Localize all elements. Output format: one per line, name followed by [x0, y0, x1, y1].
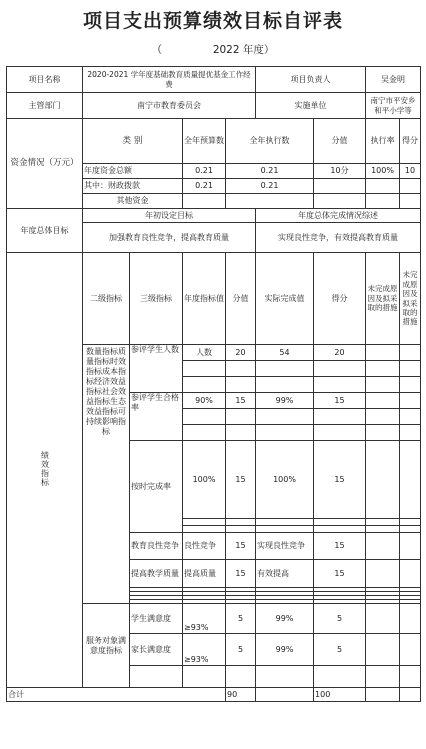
- funds-head-rate: 执行率: [366, 119, 400, 164]
- funds-head-exec: 全年执行数: [226, 119, 314, 164]
- empty-cell: [226, 666, 256, 688]
- count-get: 20: [314, 345, 366, 361]
- time-name: 按时完成率: [130, 441, 183, 533]
- empty-cell: [256, 519, 314, 526]
- funds-head-score: 分值: [314, 119, 366, 164]
- funds-row-fiscal-get: [400, 179, 421, 194]
- empty-cell: [226, 519, 256, 526]
- time-score: 15: [226, 441, 256, 519]
- count-reason-2: [400, 345, 421, 361]
- empty-cell: [314, 526, 366, 533]
- funds-row-total-rate: 100%: [366, 164, 400, 179]
- empty-cell: [183, 519, 226, 526]
- perf-head-actual: 实际完成值: [256, 253, 314, 345]
- empty-cell: [226, 526, 256, 533]
- student-sat-reason-1: [366, 604, 400, 634]
- empty-cell: [366, 361, 400, 377]
- time-get: 15: [314, 441, 366, 519]
- count-score: 20: [226, 345, 256, 361]
- perf-head-score: 分值: [226, 253, 256, 345]
- empty-cell: [183, 666, 226, 688]
- competition-get: 15: [314, 533, 366, 560]
- empty-cell: [314, 425, 366, 441]
- unit-label: 实施单位: [256, 93, 366, 119]
- empty-cell: [400, 666, 421, 688]
- empty-cell: [183, 526, 226, 533]
- funds-label: 资金情况（万元）: [7, 119, 83, 209]
- parent-sat-reason-1: [366, 634, 400, 666]
- empty-cell: [256, 526, 314, 533]
- empty-cell: [314, 519, 366, 526]
- empty-cell: [256, 666, 314, 688]
- count-target: 人数: [183, 345, 226, 361]
- pass-target: 90%: [183, 393, 226, 409]
- empty-cell: [314, 666, 366, 688]
- year-open: （: [151, 44, 163, 56]
- empty-cell: [314, 377, 366, 393]
- empty-cell: [314, 361, 366, 377]
- project-name-value: 2020-2021 学年度基础教育质量提优基金工作经费: [83, 67, 256, 93]
- pass-reason-2: [400, 393, 421, 409]
- student-sat-get: 5: [314, 604, 366, 634]
- competition-name: 教育良性竞争: [130, 533, 183, 560]
- competition-actual: 实现良性竞争: [256, 533, 314, 560]
- parent-sat-reason-2: [400, 634, 421, 666]
- empty-cell: [183, 361, 226, 377]
- empty-cell: [400, 425, 421, 441]
- funds-row-total-exec: 0.21: [226, 164, 314, 179]
- student-sat-name: 学生满意度: [130, 604, 183, 634]
- pass-actual: 99%: [256, 393, 314, 409]
- year-line: [0, 42, 426, 57]
- perf-head-get: 得分: [314, 253, 366, 345]
- funds-row-total-score: 10分: [314, 164, 366, 179]
- perf-head-l2: 二级指标: [83, 253, 130, 345]
- competition-reason-2: [400, 533, 421, 560]
- empty-cell: [366, 377, 400, 393]
- total-score: 90: [226, 688, 256, 702]
- empty-cell: [183, 425, 226, 441]
- year-text: 2022 年度）: [212, 44, 275, 56]
- time-target: 100%: [183, 441, 226, 519]
- pass-get: 15: [314, 393, 366, 409]
- empty-cell: [256, 361, 314, 377]
- competition-reason-1: [366, 533, 400, 560]
- empty-cell: [366, 526, 400, 533]
- total-get: 100: [314, 688, 366, 702]
- student-sat-reason-2: [400, 604, 421, 634]
- quality-name: 提高教学质量: [130, 560, 183, 588]
- total-label: 合计: [7, 688, 226, 702]
- funds-row-other-plan: [183, 194, 226, 209]
- parent-sat-get: 5: [314, 634, 366, 666]
- empty-cell: [130, 666, 183, 688]
- output-l2-list: 数量指标质量指标时效指标成本指标经济效益指标社会效益指标生态效益指标可持续影响指标: [83, 345, 130, 604]
- pass-score: 15: [226, 393, 256, 409]
- count-actual: 54: [256, 345, 314, 361]
- empty-cell: [366, 688, 400, 702]
- dept-value: 南宁市教育委员会: [83, 93, 256, 119]
- funds-row-fiscal-score: [314, 179, 366, 194]
- quality-get: 15: [314, 560, 366, 588]
- project-name-label: 项目名称: [7, 67, 83, 93]
- empty-cell: [183, 409, 226, 425]
- quality-target: 提高质量: [183, 560, 226, 588]
- goals-actual-text: 实现良性竞争，有效提高教育质量: [256, 223, 421, 253]
- competition-score: 15: [226, 533, 256, 560]
- perf-head-l3: 三级指标: [130, 253, 183, 345]
- quality-score: 15: [226, 560, 256, 588]
- empty-cell: [226, 409, 256, 425]
- owner-label: 项目负责人: [256, 67, 366, 93]
- empty-cell: [366, 425, 400, 441]
- time-actual: 100%: [256, 441, 314, 519]
- funds-head-category: 类 别: [83, 119, 183, 164]
- goals-plan-text: 加强教育良性竞争，提高教育质量: [83, 223, 256, 253]
- count-reason-1: [366, 345, 400, 361]
- empty-cell: [400, 361, 421, 377]
- funds-row-other-cat: 其他资金: [83, 194, 183, 209]
- competition-target: 良性竞争: [183, 533, 226, 560]
- empty-cell: [256, 688, 314, 702]
- perf-head-reason-2: 未完成原因及拟采取的措施: [400, 253, 421, 345]
- empty-cell: [400, 409, 421, 425]
- self-evaluation-table: [6, 66, 421, 702]
- parent-sat-target: ≥93%: [183, 634, 226, 666]
- funds-row-total-cat: 年度资金总额: [83, 164, 183, 179]
- funds-row-other-rate: [366, 194, 400, 209]
- goals-plan-head: 年初设定目标: [83, 209, 256, 223]
- empty-cell: [400, 688, 421, 702]
- student-sat-actual: 99%: [256, 604, 314, 634]
- empty-cell: [366, 519, 400, 526]
- quality-actual: 有效提高: [256, 560, 314, 588]
- perf-head-target: 年度指标值: [183, 253, 226, 345]
- quality-reason-2: [400, 560, 421, 588]
- empty-cell: [400, 519, 421, 526]
- owner-value: 吴金明: [366, 67, 421, 93]
- time-reason-2: [400, 441, 421, 519]
- perf-label: 绩效指标: [7, 253, 83, 688]
- funds-row-total-plan: 0.21: [183, 164, 226, 179]
- empty-cell: [400, 526, 421, 533]
- pass-reason-1: [366, 393, 400, 409]
- funds-row-fiscal-plan: 0.21: [183, 179, 226, 194]
- empty-cell: [183, 377, 226, 393]
- parent-sat-name: 家长满意度: [130, 634, 183, 666]
- funds-row-other-exec: [226, 194, 314, 209]
- funds-row-other-score: [314, 194, 366, 209]
- empty-cell: [400, 377, 421, 393]
- funds-head-get: 得分: [400, 119, 421, 164]
- empty-cell: [366, 409, 400, 425]
- funds-row-other-get: [400, 194, 421, 209]
- empty-cell: [226, 425, 256, 441]
- student-sat-score: 5: [226, 604, 256, 634]
- pass-name: 参评学生合格率: [130, 393, 183, 441]
- empty-cell: [226, 377, 256, 393]
- student-sat-target: ≥93%: [183, 604, 226, 634]
- funds-row-fiscal-cat: 其中：财政拨款: [83, 179, 183, 194]
- page-title: 项目支出预算绩效目标自评表: [82, 10, 343, 32]
- funds-row-fiscal-rate: [366, 179, 400, 194]
- parent-sat-score: 5: [226, 634, 256, 666]
- empty-cell: [314, 409, 366, 425]
- funds-head-plan: 全年预算数: [183, 119, 226, 164]
- goals-label: 年度总体目标: [7, 209, 83, 253]
- quality-reason-1: [366, 560, 400, 588]
- empty-cell: [256, 377, 314, 393]
- count-name: 参评学生人数: [130, 345, 183, 393]
- empty-cell: [256, 409, 314, 425]
- parent-sat-actual: 99%: [256, 634, 314, 666]
- dept-label: 主管部门: [7, 93, 83, 119]
- funds-row-total-get: 10: [400, 164, 421, 179]
- unit-value: 南宁市平安乡和平小学等: [366, 93, 421, 119]
- time-reason-1: [366, 441, 400, 519]
- goals-actual-head: 年度总体完成情况综述: [256, 209, 421, 223]
- empty-cell: [366, 666, 400, 688]
- empty-cell: [226, 361, 256, 377]
- perf-head-reason-1: 未完成原因及拟采取的措施: [366, 253, 400, 345]
- empty-cell: [256, 425, 314, 441]
- service-l2: 服务对象满意度指标: [83, 604, 130, 688]
- funds-row-fiscal-exec: 0.21: [226, 179, 314, 194]
